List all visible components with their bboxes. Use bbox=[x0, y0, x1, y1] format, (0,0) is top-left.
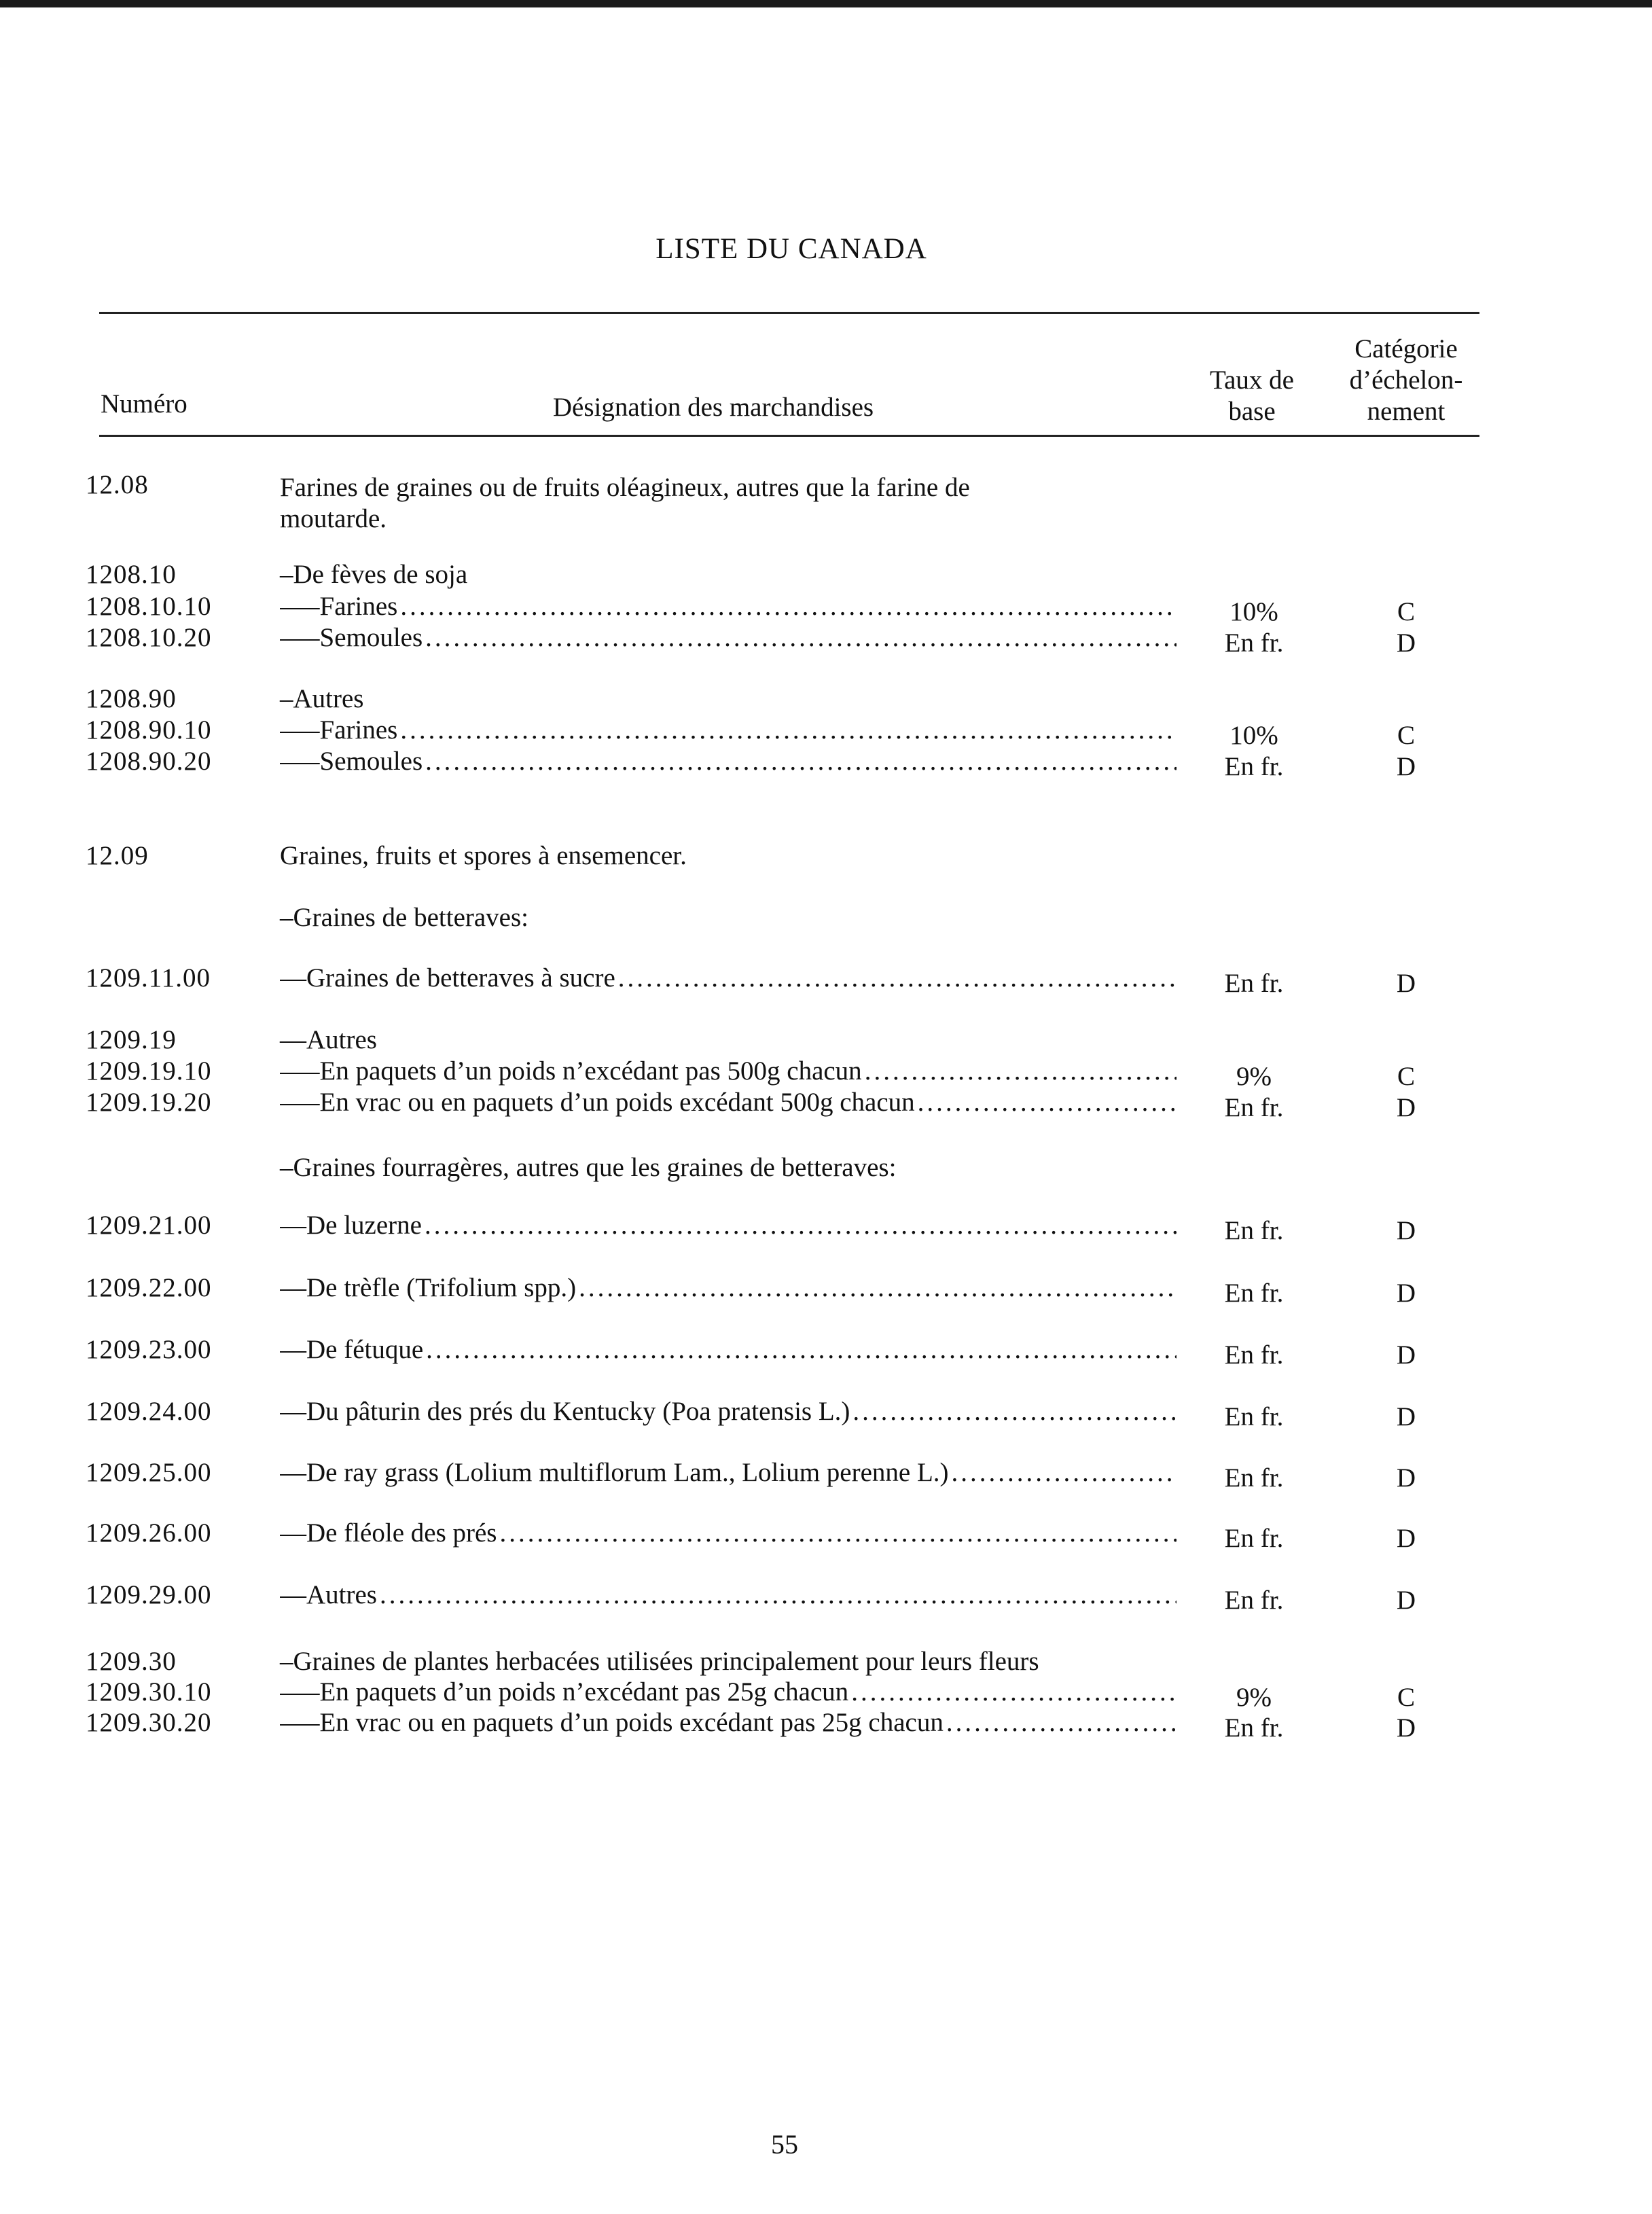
item-description: –––En vrac ou en paquets d’un poids excédant pas 25g chacun bbox=[280, 1708, 944, 1737]
table-row bbox=[0, 590, 1652, 626]
item-description: –––Farines bbox=[280, 592, 398, 621]
staging-category: D bbox=[1396, 1340, 1416, 1370]
table-row bbox=[0, 962, 1652, 998]
staging-category: D bbox=[1396, 752, 1416, 781]
base-rate: 9% bbox=[1236, 1683, 1272, 1712]
item-description-leader bbox=[280, 1517, 1177, 1550]
heading-description-line: moutarde. bbox=[280, 504, 387, 533]
item-description: –––En paquets d’un poids n’excédant pas 500g chacun bbox=[280, 1056, 862, 1086]
item-description: –De fèves de soja bbox=[280, 560, 468, 589]
dot-leader bbox=[944, 1707, 1177, 1739]
base-rate: 10% bbox=[1229, 721, 1278, 750]
staging-category: C bbox=[1397, 1062, 1415, 1091]
dot-leader bbox=[949, 1457, 1177, 1489]
base-rate: En fr. bbox=[1224, 1279, 1284, 1308]
item-description: ––De trèfle (Trifolium spp.) bbox=[280, 1273, 577, 1302]
item-description: ––De fétuque bbox=[280, 1335, 424, 1364]
tariff-number: 1209.22.00 bbox=[86, 1273, 212, 1302]
tariff-number: 1208.10 bbox=[86, 560, 177, 589]
staging-category: D bbox=[1396, 969, 1416, 998]
tariff-number: 1209.19 bbox=[86, 1025, 177, 1054]
header-rule-bottom bbox=[99, 435, 1479, 437]
staging-category: C bbox=[1397, 721, 1415, 750]
staging-category: D bbox=[1396, 1463, 1416, 1493]
item-description: –Autres bbox=[280, 684, 364, 713]
column-header-taux bbox=[1187, 365, 1316, 427]
header-rule-top bbox=[99, 312, 1479, 314]
tariff-number: 1209.24.00 bbox=[86, 1397, 212, 1426]
dot-leader bbox=[422, 1209, 1177, 1242]
staging-category: D bbox=[1396, 1524, 1416, 1553]
heading-description: Graines, fruits et spores à ensemencer. bbox=[280, 841, 687, 870]
dot-leader bbox=[377, 1579, 1177, 1611]
group-row bbox=[0, 901, 1652, 934]
table-row bbox=[0, 622, 1652, 658]
item-description: –––Farines bbox=[280, 715, 398, 745]
tariff-number: 1208.10.20 bbox=[86, 623, 212, 652]
dot-leader bbox=[423, 745, 1177, 778]
column-header-categorie-line: nement bbox=[1367, 397, 1446, 426]
heading-row bbox=[0, 469, 1652, 533]
dot-leader bbox=[862, 1055, 1177, 1088]
column-header-taux-line: Taux de bbox=[1210, 365, 1294, 395]
tariff-number: 12.09 bbox=[86, 841, 149, 870]
subheading-row bbox=[0, 558, 1652, 591]
item-description-leader bbox=[280, 590, 1177, 623]
table-row bbox=[0, 1055, 1652, 1091]
subheading-row bbox=[0, 1645, 1652, 1678]
dot-leader bbox=[615, 962, 1177, 995]
tariff-number: 1209.11.00 bbox=[86, 963, 211, 993]
base-rate: En fr. bbox=[1224, 1216, 1284, 1245]
table-row bbox=[0, 1707, 1652, 1743]
base-rate: En fr. bbox=[1224, 628, 1284, 658]
table-row bbox=[0, 745, 1652, 781]
item-description: ––Du pâturin des prés du Kentucky (Poa pratensis L.) bbox=[280, 1397, 850, 1426]
table-row bbox=[0, 1334, 1652, 1370]
base-rate: 10% bbox=[1229, 597, 1278, 626]
base-rate: 9% bbox=[1236, 1062, 1272, 1091]
tariff-number: 1209.25.00 bbox=[86, 1458, 212, 1487]
table-row bbox=[0, 1086, 1652, 1122]
dot-leader bbox=[850, 1395, 1177, 1428]
staging-category: D bbox=[1396, 628, 1416, 658]
item-description-leader bbox=[280, 1209, 1177, 1242]
base-rate: En fr. bbox=[1224, 1586, 1284, 1615]
tariff-number: 1209.19.10 bbox=[86, 1056, 212, 1086]
staging-category: D bbox=[1396, 1402, 1416, 1431]
dot-leader bbox=[915, 1086, 1177, 1119]
item-description: –––En vrac ou en paquets d’un poids excédant 500g chacun bbox=[280, 1088, 915, 1117]
tariff-number: 1208.90 bbox=[86, 684, 177, 713]
staging-category: D bbox=[1396, 1713, 1416, 1743]
item-description-leader bbox=[280, 1676, 1177, 1709]
dot-leader bbox=[423, 622, 1177, 654]
table-row bbox=[0, 1457, 1652, 1493]
item-description: –––Semoules bbox=[280, 623, 423, 652]
table-row bbox=[0, 1517, 1652, 1553]
column-header-categorie-line: Catégorie bbox=[1354, 334, 1458, 363]
base-rate: En fr. bbox=[1224, 1340, 1284, 1370]
tariff-number: 1209.26.00 bbox=[86, 1518, 212, 1548]
dot-leader bbox=[423, 1334, 1177, 1366]
item-description-leader bbox=[280, 714, 1177, 747]
item-description-leader bbox=[280, 1579, 1177, 1611]
column-header-numero: Numéro bbox=[101, 389, 187, 418]
staging-category: D bbox=[1396, 1093, 1416, 1122]
table-row bbox=[0, 1272, 1652, 1308]
base-rate: En fr. bbox=[1224, 969, 1284, 998]
top-border bbox=[0, 0, 1652, 7]
item-description: ––De ray grass (Lolium multiflorum Lam., Lolium perenne L.) bbox=[280, 1458, 949, 1487]
column-header-categorie-line: d’échelon- bbox=[1349, 365, 1463, 395]
table-row bbox=[0, 1395, 1652, 1431]
item-description: –––Semoules bbox=[280, 747, 423, 776]
item-description: –––En paquets d’un poids n’excédant pas 25g chacun bbox=[280, 1677, 849, 1707]
tariff-number: 1209.30.20 bbox=[86, 1708, 212, 1737]
tariff-number: 12.08 bbox=[86, 470, 149, 499]
base-rate: En fr. bbox=[1224, 1093, 1284, 1122]
table-row bbox=[0, 1579, 1652, 1615]
table-row bbox=[0, 714, 1652, 750]
table-row bbox=[0, 1676, 1652, 1712]
page-number: 55 bbox=[771, 2129, 798, 2160]
base-rate: En fr. bbox=[1224, 1713, 1284, 1743]
tariff-number: 1209.21.00 bbox=[86, 1211, 212, 1240]
tariff-number: 1208.10.10 bbox=[86, 592, 212, 621]
heading-description bbox=[280, 472, 1163, 535]
item-description: ––De fléole des prés bbox=[280, 1518, 497, 1548]
tariff-number: 1209.29.00 bbox=[86, 1580, 212, 1609]
group-row bbox=[0, 1151, 1652, 1184]
staging-category: D bbox=[1396, 1216, 1416, 1245]
staging-category: D bbox=[1396, 1279, 1416, 1308]
column-header-taux-line: base bbox=[1228, 397, 1276, 426]
staging-category: C bbox=[1397, 597, 1415, 626]
column-header-designation: Désignation des marchandises bbox=[552, 393, 874, 422]
item-description-leader bbox=[280, 1086, 1177, 1119]
item-description-leader bbox=[280, 1457, 1177, 1489]
heading-description-line: Farines de graines ou de fruits oléagineux, autres que la farine de bbox=[280, 473, 970, 502]
base-rate: En fr. bbox=[1224, 1524, 1284, 1553]
staging-category: D bbox=[1396, 1586, 1416, 1615]
item-description: ––De luzerne bbox=[280, 1211, 422, 1240]
item-description: ––Graines de betteraves à sucre bbox=[280, 963, 615, 993]
tariff-number: 1209.30 bbox=[86, 1647, 177, 1676]
column-header-categorie bbox=[1311, 334, 1501, 427]
tariff-number: 1209.23.00 bbox=[86, 1335, 212, 1364]
item-description: ––Autres bbox=[280, 1025, 377, 1054]
dot-leader bbox=[848, 1676, 1177, 1709]
tariff-number: 1209.30.10 bbox=[86, 1677, 212, 1707]
item-description-leader bbox=[280, 1707, 1177, 1739]
dot-leader bbox=[397, 714, 1177, 747]
page-title: LISTE DU CANADA bbox=[656, 233, 927, 265]
item-description-leader bbox=[280, 1055, 1177, 1088]
item-description: ––Autres bbox=[280, 1580, 377, 1609]
tariff-number: 1208.90.10 bbox=[86, 715, 212, 745]
item-description-leader bbox=[280, 1334, 1177, 1366]
heading-row bbox=[0, 840, 1652, 872]
dot-leader bbox=[497, 1517, 1177, 1550]
staging-category: C bbox=[1397, 1683, 1415, 1712]
subheading-row bbox=[0, 1024, 1652, 1056]
item-description-leader bbox=[280, 1395, 1177, 1428]
group-description: –Graines de betteraves: bbox=[280, 903, 529, 932]
item-description-leader bbox=[280, 962, 1177, 995]
base-rate: En fr. bbox=[1224, 1463, 1284, 1493]
base-rate: En fr. bbox=[1224, 752, 1284, 781]
group-description: –Graines fourragères, autres que les graines de betteraves: bbox=[280, 1153, 897, 1182]
table-row bbox=[0, 1209, 1652, 1245]
dot-leader bbox=[576, 1272, 1177, 1304]
item-description-leader bbox=[280, 622, 1177, 654]
item-description-leader bbox=[280, 1272, 1177, 1304]
base-rate: En fr. bbox=[1224, 1402, 1284, 1431]
item-description: –Graines de plantes herbacées utilisées principalement pour leurs fleurs bbox=[280, 1647, 1039, 1676]
item-description-leader bbox=[280, 745, 1177, 778]
tariff-number: 1209.19.20 bbox=[86, 1088, 212, 1117]
dot-leader bbox=[397, 590, 1177, 623]
subheading-row bbox=[0, 683, 1652, 715]
tariff-number: 1208.90.20 bbox=[86, 747, 212, 776]
